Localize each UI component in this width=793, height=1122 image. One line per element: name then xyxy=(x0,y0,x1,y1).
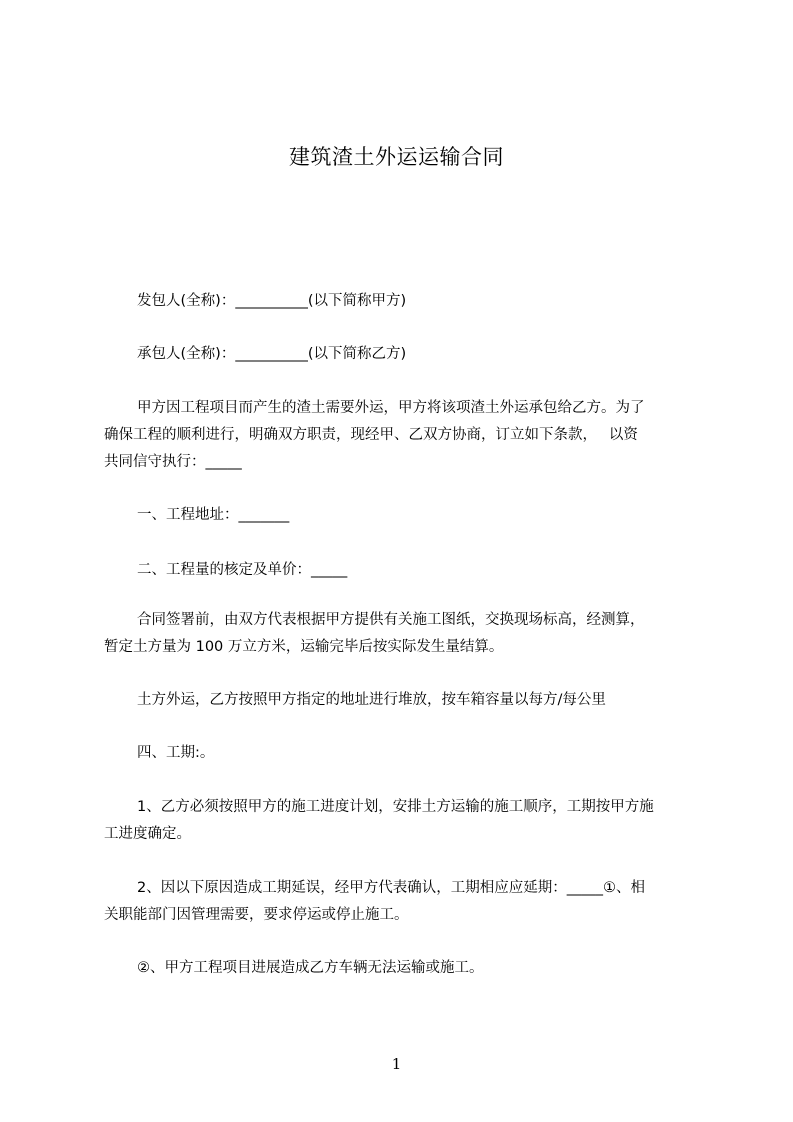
page-number: 1 xyxy=(391,1055,402,1073)
transport-paragraph: 土方外运，乙方按照甲方指定的地址进行堆放，按车箱容量以每方/每公里 xyxy=(137,692,606,708)
intro-line-1: 甲方因工程项目而产生的渣土需要外运，甲方将该项渣土外运承包给乙方。为了 xyxy=(137,400,645,416)
intro-line-2: 确保工程的顺利进行，明确双方职责，现经甲、乙双方协商，订立如下条款， 以资 xyxy=(104,427,638,443)
document-title: 建筑渣土外运运输合同 xyxy=(289,145,504,169)
intro-line-3: 共同信守执行：_____ xyxy=(104,454,242,470)
section-4-heading: 四、工期:。 xyxy=(137,745,215,761)
section-2-heading: 二、工程量的核定及单价：_____ xyxy=(137,562,348,578)
schedule-item-2-sub-2: ②、甲方工程项目进展造成乙方车辆无法运输或施工。 xyxy=(137,960,484,976)
party-b-line: 承包人(全称)：__________(以下简称乙方) xyxy=(137,346,407,362)
volume-paragraph-line-2: 暂定土方量为 100 万立方米，运输完毕后按实际发生量结算。 xyxy=(104,639,504,655)
party-a-line: 发包人(全称)：__________(以下简称甲方) xyxy=(137,293,407,309)
schedule-item-2-line-2: 关职能部门因管理需要，要求停运或停止施工。 xyxy=(104,907,409,923)
schedule-item-2-line-1: 2、因以下原因造成工期延误，经甲方代表确认，工期相应应延期：_____①、相 xyxy=(137,880,645,896)
volume-paragraph-line-1: 合同签署前，由双方代表根据甲方提供有关施工图纸，交换现场标高，经测算， xyxy=(137,612,645,628)
schedule-item-1-line-2: 工进度确定。 xyxy=(104,826,191,842)
schedule-item-1-line-1: 1、乙方必须按照甲方的施工进度计划，安排土方运输的施工顺序，工期按甲方施 xyxy=(137,799,654,815)
section-1-heading: 一、工程地址：_______ xyxy=(137,507,290,523)
